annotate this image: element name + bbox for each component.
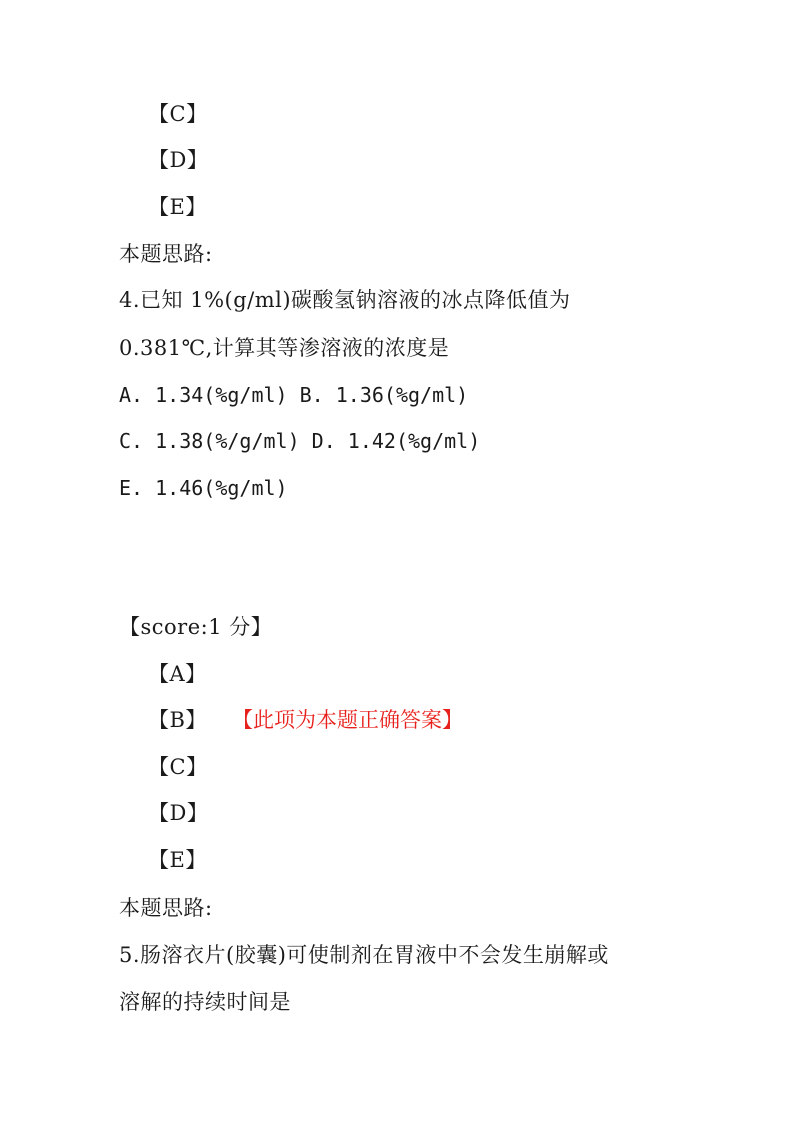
option-e: 【E】	[148, 195, 207, 219]
option-c: 【C】	[148, 755, 208, 779]
option-d: 【D】	[148, 148, 209, 172]
question-5-stem-line-2: 溶解的持续时间是	[119, 990, 291, 1014]
question-5-stem-line-1: 5.肠溶衣片(胶囊)可使制剂在胃液中不会发生崩解或	[119, 943, 609, 967]
question-4-stem-line-1: 4.已知 1%(g/ml)碳酸氢钠溶液的冰点降低值为	[119, 288, 571, 312]
option-d: 【D】	[148, 801, 209, 825]
option-a: 【A】	[148, 662, 207, 686]
explanation-label: 本题思路:	[119, 896, 213, 920]
score-label: 【score:1 分】	[119, 615, 273, 639]
option-c: 【C】	[148, 102, 208, 126]
question-4-choices-line-1: A. 1.34(%g/ml) B. 1.36(%g/ml)	[119, 383, 469, 407]
explanation-label: 本题思路:	[119, 242, 213, 266]
question-4-choices-line-3: E. 1.46(%g/ml)	[119, 476, 288, 500]
question-4-choices-line-2: C. 1.38(%/g/ml) D. 1.42(%g/ml)	[119, 429, 481, 453]
option-e: 【E】	[148, 848, 207, 872]
option-b: 【B】	[148, 708, 207, 732]
question-4-stem-line-2: 0.381℃,计算其等渗溶液的浓度是	[119, 336, 450, 360]
correct-answer-marker: 【此项为本题正确答案】	[232, 708, 463, 732]
